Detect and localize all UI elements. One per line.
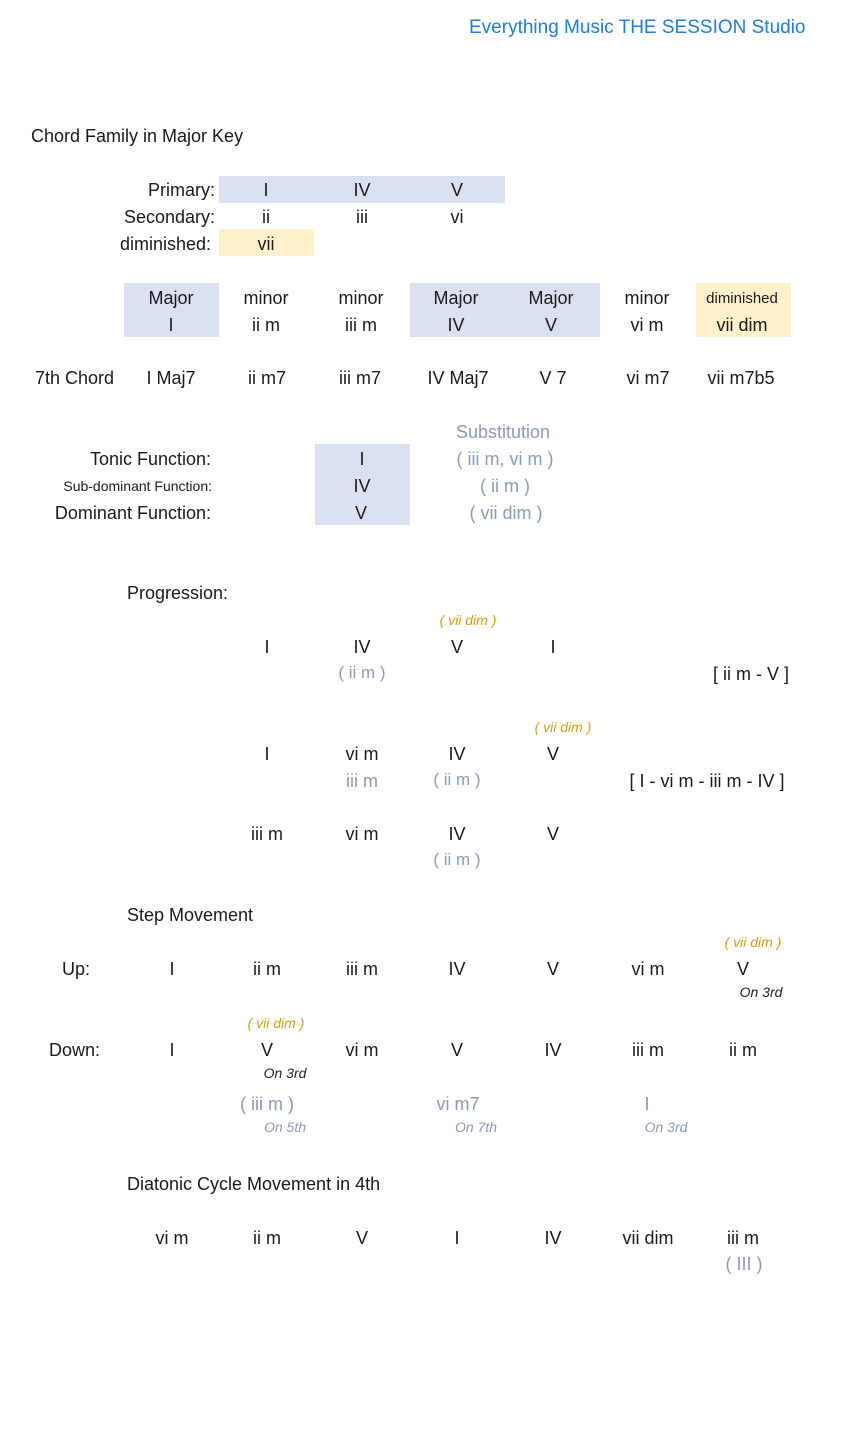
progression-3-chord: iii m [251,824,283,844]
progression-3-chord: IV [448,824,466,844]
step-down-sub-chord: ( iii m ) [240,1094,294,1114]
progression-1-summary: [ ii m - V ] [713,664,789,684]
quality-type: Major [148,288,194,308]
seventh-chord-label: 7th Chord [35,368,115,388]
quality-chord: I [168,315,174,335]
step-down-sub-chord: vi m7 [436,1094,480,1114]
progression-2-chord: I [264,744,270,764]
tonic-substitution: ( iii m, vi m ) [456,449,554,469]
cycle-chord: V [355,1228,369,1248]
progression-3-chord: vi m [345,824,379,844]
progression-2-sub: ( ii m ) [433,770,481,789]
seventh-chord: vii m7b5 [707,368,775,388]
primary-chord: IV [353,180,371,200]
cycle-sub: ( III ) [725,1254,763,1274]
step-up-chord: iii m [346,959,378,979]
progression-3-chord: V [546,824,560,844]
seventh-chord: I Maj7 [146,368,196,388]
step-movement-title: Step Movement [127,905,254,925]
step-up-note: On 3rd [739,984,783,1000]
quality-type: minor [624,288,670,308]
step-down-sub-note: On 7th [454,1119,498,1135]
dominant-substitution: ( vii dim ) [469,503,543,523]
quality-chord: ii m [252,315,280,335]
progression-1-chord: V [450,637,464,657]
subdominant-substitution: ( ii m ) [480,476,530,496]
step-down-sub-note: On 3rd [644,1119,688,1135]
quality-type: Major [433,288,479,308]
tonic-function-label: Tonic Function: [89,449,211,469]
dominant-function-label: Dominant Function: [54,503,211,523]
progression-2-summary: [ I - vi m - iii m - IV ] [629,771,785,791]
step-up-chord: vi m [631,959,665,979]
step-down-alt: ( vii dim ) [247,1015,305,1031]
quality-chord: V [544,315,558,335]
cycle-chord: I [454,1228,460,1248]
primary-label: Primary: [148,180,215,200]
seventh-chord: IV Maj7 [427,368,489,388]
quality-chord: vi m [630,315,664,335]
diminished-chord: vii [257,234,275,254]
cycle-chord: vi m [155,1228,189,1248]
progression-2-chord: vi m [345,744,379,764]
cycle-chord: ii m [253,1228,281,1248]
step-down-chord: IV [544,1040,562,1060]
secondary-chord: vi [450,207,464,227]
step-down-chord: ii m [729,1040,757,1060]
progression-1-chord: I [264,637,270,657]
progression-1-alt: ( vii dim ) [439,612,497,628]
subdominant-function-label: Sub-dominant Function: [63,478,212,494]
step-up-alt: ( vii dim ) [724,934,782,950]
cycle-chord: vii dim [622,1228,674,1248]
quality-chord: IV [447,315,465,335]
step-up-chord: IV [448,959,466,979]
quality-type: diminished [706,290,778,307]
quality-type: Major [528,288,574,308]
seventh-chord: vi m7 [626,368,670,388]
quality-type: minor [243,288,289,308]
primary-chord: V [450,180,464,200]
tonic-function-chord: I [359,449,365,469]
progression-2-chord: IV [448,744,466,764]
step-up-chord: ii m [253,959,281,979]
step-down-chord: V [450,1040,464,1060]
step-up-label: Up: [62,959,91,979]
secondary-label: Secondary: [123,207,215,227]
seventh-chord: V 7 [539,368,567,388]
seventh-chord: iii m7 [338,368,382,388]
dominant-function-chord: V [354,503,368,523]
section-title-chord-family: Chord Family in Major Key [31,126,244,146]
step-up-chord: V [546,959,560,979]
step-down-note: On 3rd [263,1065,307,1081]
progression-2-sub: iii m [346,771,378,791]
progression-1-chord: I [550,637,556,657]
progression-1-chord: IV [353,637,371,657]
progression-3-sub: ( ii m ) [433,850,481,869]
progression-title: Progression: [127,583,229,603]
step-down-chord: V [260,1040,274,1060]
quality-chord: vii dim [716,315,768,335]
cycle-title: Diatonic Cycle Movement in 4th [127,1174,381,1194]
subdominant-function-chord: IV [353,476,371,496]
quality-chord: iii m [345,315,377,335]
brand-title: Everything Music THE SESSION Studio [469,17,806,38]
secondary-chord: ii [262,207,270,227]
progression-1-sub: ( ii m ) [338,663,386,682]
diminished-label: diminished: [119,234,211,254]
step-up-chord: I [169,959,175,979]
step-down-chord: vi m [345,1040,379,1060]
progression-2-alt: ( vii dim ) [534,719,592,735]
step-up-chord: V [736,959,750,979]
step-down-sub-chord: I [644,1094,650,1114]
primary-chord: I [263,180,269,200]
secondary-chord: iii [356,207,368,227]
step-down-chord: iii m [632,1040,664,1060]
cycle-chord: iii m [727,1228,759,1248]
step-down-chord: I [169,1040,175,1060]
substitution-header: Substitution [455,422,551,442]
cycle-chord: IV [544,1228,562,1248]
quality-type: minor [338,288,384,308]
step-down-label: Down: [49,1040,101,1060]
step-down-sub-note: On 5th [263,1119,307,1135]
seventh-chord: ii m7 [247,368,287,388]
progression-2-chord: V [546,744,560,764]
